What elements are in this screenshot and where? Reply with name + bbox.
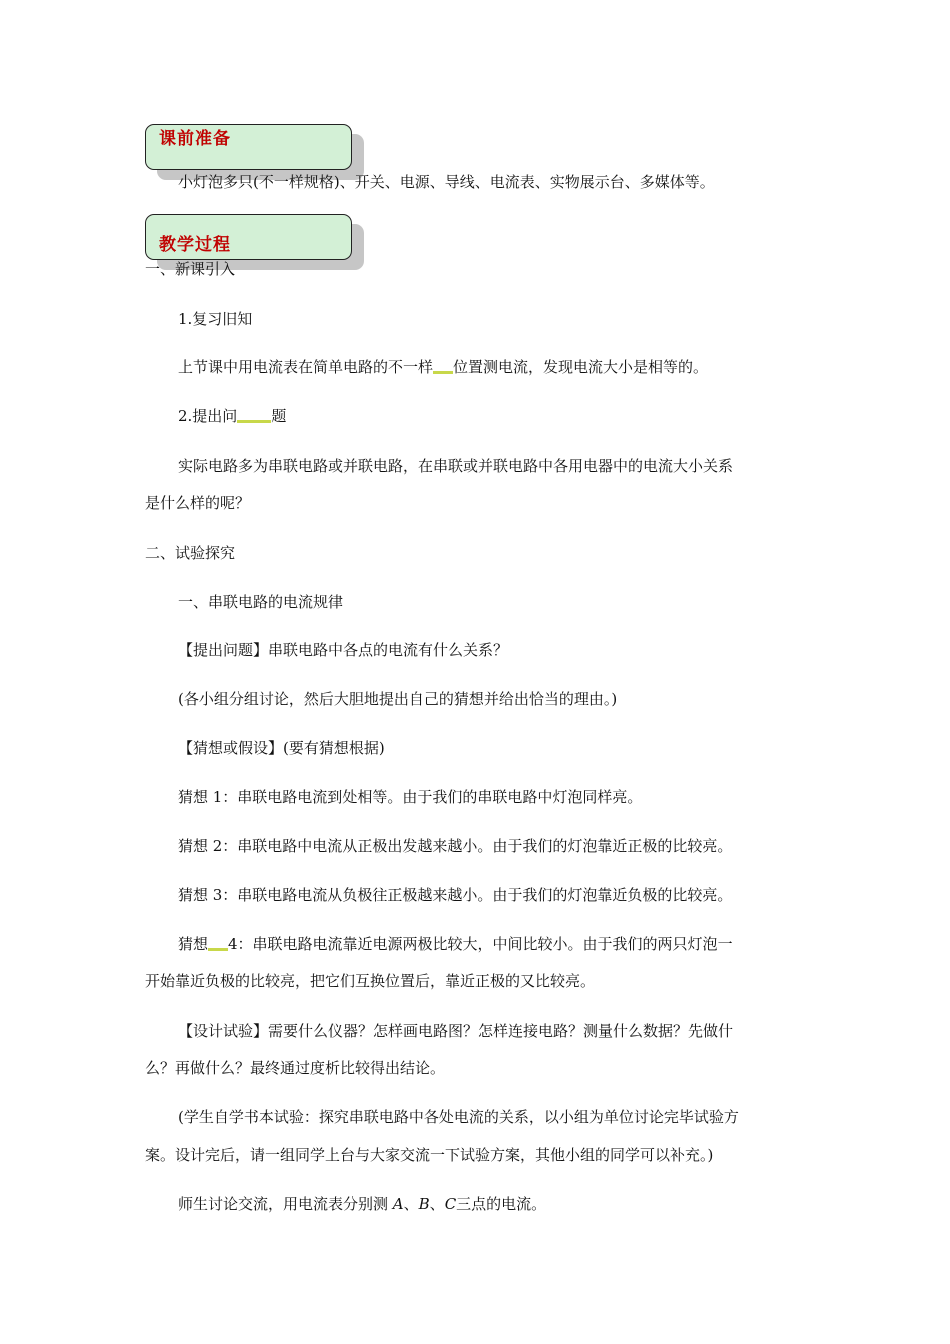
point-b: B <box>418 1195 430 1213</box>
guess-4: 猜想 4：串联电路电流靠近电源两极比较大，中间比较小。由于我们的两只灯泡一 <box>178 935 733 953</box>
selfstudy-line2: 案。设计完后，请一组同学上台与大家交流一下试验方案，其他小组的同学可以补充。) <box>145 1146 714 1164</box>
highlight-mark <box>433 371 453 374</box>
guess-heading: 【猜想或假设】(要有猜想根据) <box>178 739 385 757</box>
intro-heading: 一、新课引入 <box>145 260 236 278</box>
design-line2: 么？再做什么？最终通过度析比较得出结论。 <box>145 1059 446 1077</box>
review-heading: 1.复习旧知 <box>178 310 253 328</box>
experiment-heading: 二、试验探究 <box>145 544 236 562</box>
para1-line2: 是什么样的呢？ <box>145 494 251 512</box>
ask-question: 【提出问题】串联电路中各点的电流有什么关系？ <box>178 641 509 659</box>
prep-text: 小灯泡多只(不一样规格)、开关、电源、导线、电流表、实物展示台、多媒体等。 <box>178 173 715 191</box>
highlight-mark <box>208 948 228 951</box>
guess-1: 猜想 1：串联电路电流到处相等。由于我们的串联电路中灯泡同样亮。 <box>178 788 643 806</box>
review-text: 上节课中用电流表在简单电路的不一样 位置测电流，发现电流大小是相等的。 <box>178 358 709 376</box>
guess-3: 猜想 3：串联电路电流从负极往正极越来越小。由于我们的灯泡靠近负极的比较亮。 <box>178 886 733 904</box>
prep-title-box <box>145 124 352 170</box>
guess-2: 猜想 2：串联电路中电流从正极出发越来越小。由于我们的灯泡靠近正极的比较亮。 <box>178 837 733 855</box>
para1-line1: 实际电路多为串联电路或并联电路，在串联或并联电路中各用电器中的电流大小关系 <box>178 457 734 475</box>
point-a: A <box>392 1195 404 1213</box>
measure-line: 师生讨论交流，用电流表分别测 A、B、C三点的电流。 <box>178 1195 547 1213</box>
design-line1: 【设计试验】需要什么仪器？怎样画电路图？怎样连接电路？测量什么数据？先做什 <box>178 1022 734 1040</box>
selfstudy-line1: (学生自学书本试验：探究串联电路中各处电流的关系，以小组为单位讨论完毕试验方 <box>178 1108 739 1126</box>
process-title-box <box>145 214 352 260</box>
process-title: 教学过程 <box>159 235 231 255</box>
discuss-note: (各小组分组讨论，然后大胆地提出自己的猜想并给出恰当的理由。) <box>178 690 618 708</box>
question-heading: 2.提出问 题 <box>178 407 287 425</box>
series-heading: 一、串联电路的电流规律 <box>178 593 344 611</box>
highlight-mark <box>237 420 271 423</box>
prep-title: 课前准备 <box>159 129 231 149</box>
point-c: C <box>444 1195 457 1213</box>
guess-4-line2: 开始靠近负极的比较亮，把它们互换位置后，靠近正极的又比较亮。 <box>145 972 596 990</box>
